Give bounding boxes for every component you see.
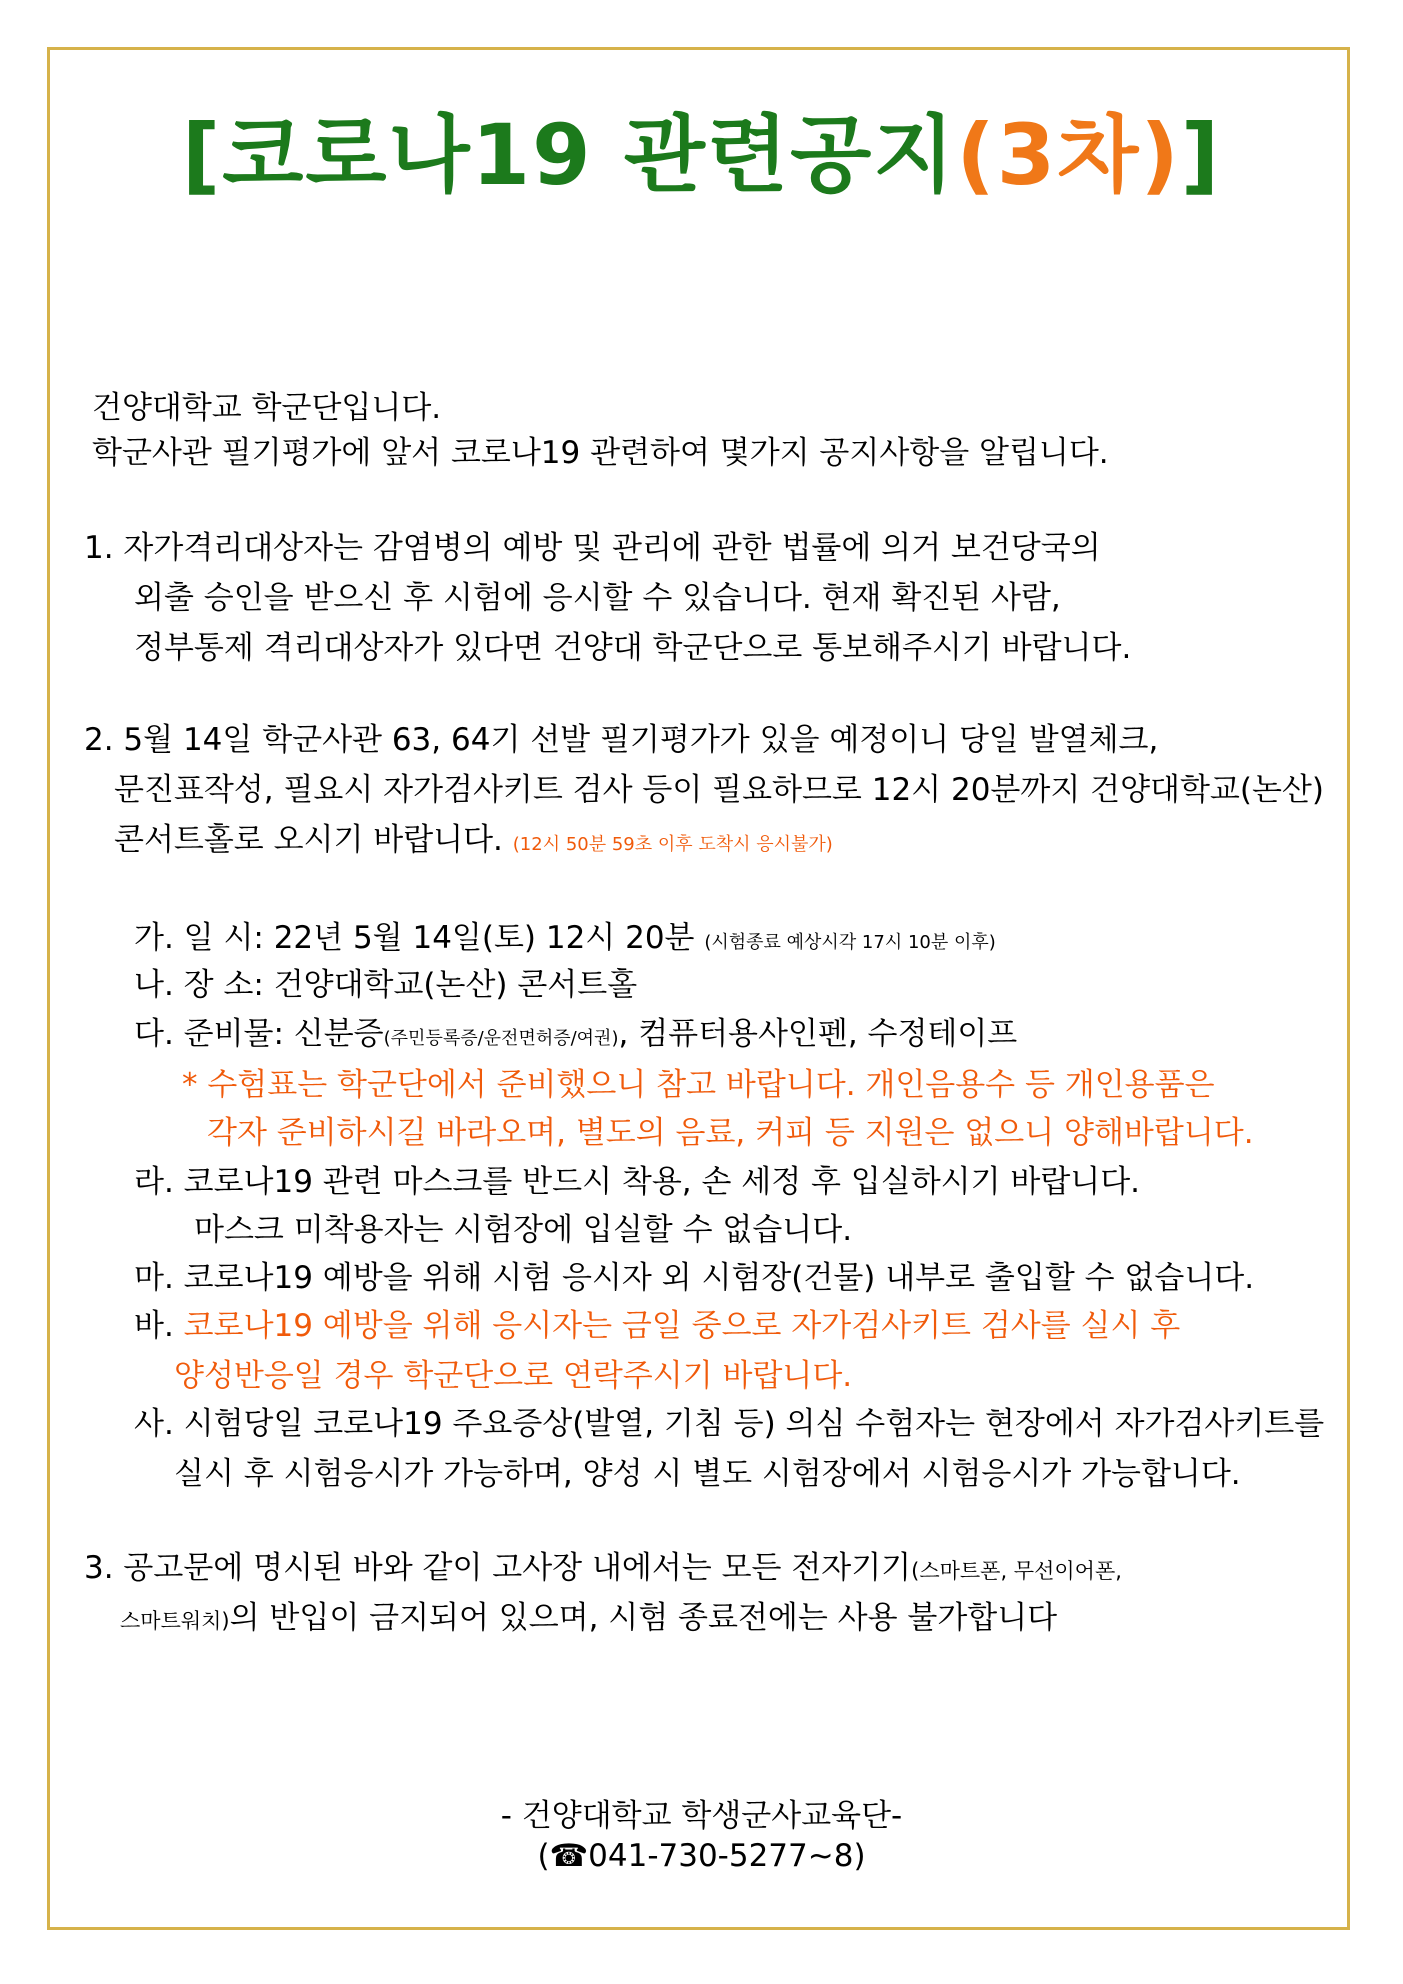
id-card-types: (주민등록증/운전면허증/여권) <box>383 1028 619 1049</box>
title-text: [코로나19 관련공지 <box>181 106 957 204</box>
item-3-line-1-text: 3. 공고문에 명시된 바와 같이 고사장 내에서는 모든 전자기기 <box>84 1550 912 1586</box>
item-3-line-2 <box>120 1598 1057 1641</box>
notice-star-line-2: 각자 준비하시길 바라오며, 별도의 음료, 커피 등 지원은 없으니 양해바랍니다. <box>207 1115 1254 1151</box>
device-list-1: (스마트폰, 무선이어폰, <box>911 1559 1122 1583</box>
item-2-line-3-text: 콘서트홀로 오시기 바랍니다. <box>114 822 503 858</box>
item-2-line-2: 문진표작성, 필요시 자가검사키트 검사 등이 필요하므로 12시 20분까지 건양대학교(논산) <box>114 772 1324 808</box>
self-test-rule-prefix: 바. <box>134 1308 174 1344</box>
symptom-rule-line-1: 사. 시험당일 코로나19 주요증상(발열, 기침 등) 의심 수험자는 현장에서 자가검사키트를 <box>134 1406 1325 1442</box>
schedule-items-prefix: 다. 준비물: 신분증 <box>134 1016 384 1052</box>
footer-org: - 건양대학교 학생군사교육단- <box>500 1798 903 1834</box>
item-1-line-3: 정부통제 격리대상자가 있다면 건양대 학군단으로 통보해주시기 바랍니다. <box>134 630 1132 666</box>
item-2-line-1: 2. 5월 14일 학군사관 63, 64기 선발 필기평가가 있을 예정이니 당일 발열체크, <box>84 722 1159 758</box>
late-arrival-note: (12시 50분 59초 이후 도착시 응시불가) <box>512 834 833 855</box>
item-3-line-2-text: 의 반입이 금지되어 있으며, 시험 종료전에는 사용 불가합니다 <box>229 1600 1058 1636</box>
symptom-rule-line-2: 실시 후 시험응시가 가능하며, 양성 시 별도 시험장에서 시험응시가 가능합니다. <box>174 1456 1241 1492</box>
title-round: (3차) <box>956 106 1181 204</box>
intro-line-1: 건양대학교 학군단입니다. <box>92 390 442 426</box>
notice-star-line-1: * 수험표는 학군단에서 준비했으니 참고 바랍니다. 개인음용수 등 개인용품은 <box>182 1067 1215 1103</box>
item-1-line-2: 외출 승인을 받으신 후 시험에 응시할 수 있습니다. 현재 확진된 사람, <box>134 580 1061 616</box>
self-test-rule-text: 코로나19 예방을 위해 응시자는 금일 중으로 자가검사키트 검사를 실시 후 <box>183 1308 1181 1344</box>
schedule-time <box>134 918 996 963</box>
schedule-items <box>134 1014 1017 1059</box>
schedule-time-text: 가. 일 시: 22년 5월 14일(토) 12시 20분 <box>134 920 695 956</box>
exam-end-note: (시험종료 예상시각 17시 10분 이후) <box>704 932 996 953</box>
self-test-rule-line-2: 양성반응일 경우 학군단으로 연락주시기 바랍니다. <box>174 1358 853 1394</box>
mask-rule-line-2: 마스크 미착용자는 시험장에 입실할 수 없습니다. <box>194 1212 853 1248</box>
item-3-line-1 <box>84 1548 1122 1591</box>
footer-phone: (☎041-730-5277~8) <box>537 1838 866 1874</box>
schedule-items-suffix: , 컴퓨터용사인펜, 수정테이프 <box>618 1016 1018 1052</box>
item-2-line-3 <box>114 820 833 865</box>
title-bracket: ] <box>1180 106 1222 204</box>
entry-rule: 마. 코로나19 예방을 위해 시험 응시자 외 시험장(건물) 내부로 출입할 수 없습니다. <box>134 1260 1255 1296</box>
mask-rule-line-1: 라. 코로나19 관련 마스크를 반드시 착용, 손 세정 후 입실하시기 바랍니다. <box>134 1164 1141 1200</box>
device-list-2: 스마트워치) <box>120 1609 230 1633</box>
intro-line-2: 학군사관 필기평가에 앞서 코로나19 관련하여 몇가지 공지사항을 알립니다. <box>92 435 1109 471</box>
schedule-place: 나. 장 소: 건양대학교(논산) 콘서트홀 <box>134 967 638 1003</box>
self-test-rule-line-1 <box>134 1306 1180 1346</box>
item-1-line-1: 1. 자가격리대상자는 감염병의 예방 및 관리에 관한 법률에 의거 보건당국의 <box>84 530 1101 566</box>
notice-title <box>0 88 1403 209</box>
